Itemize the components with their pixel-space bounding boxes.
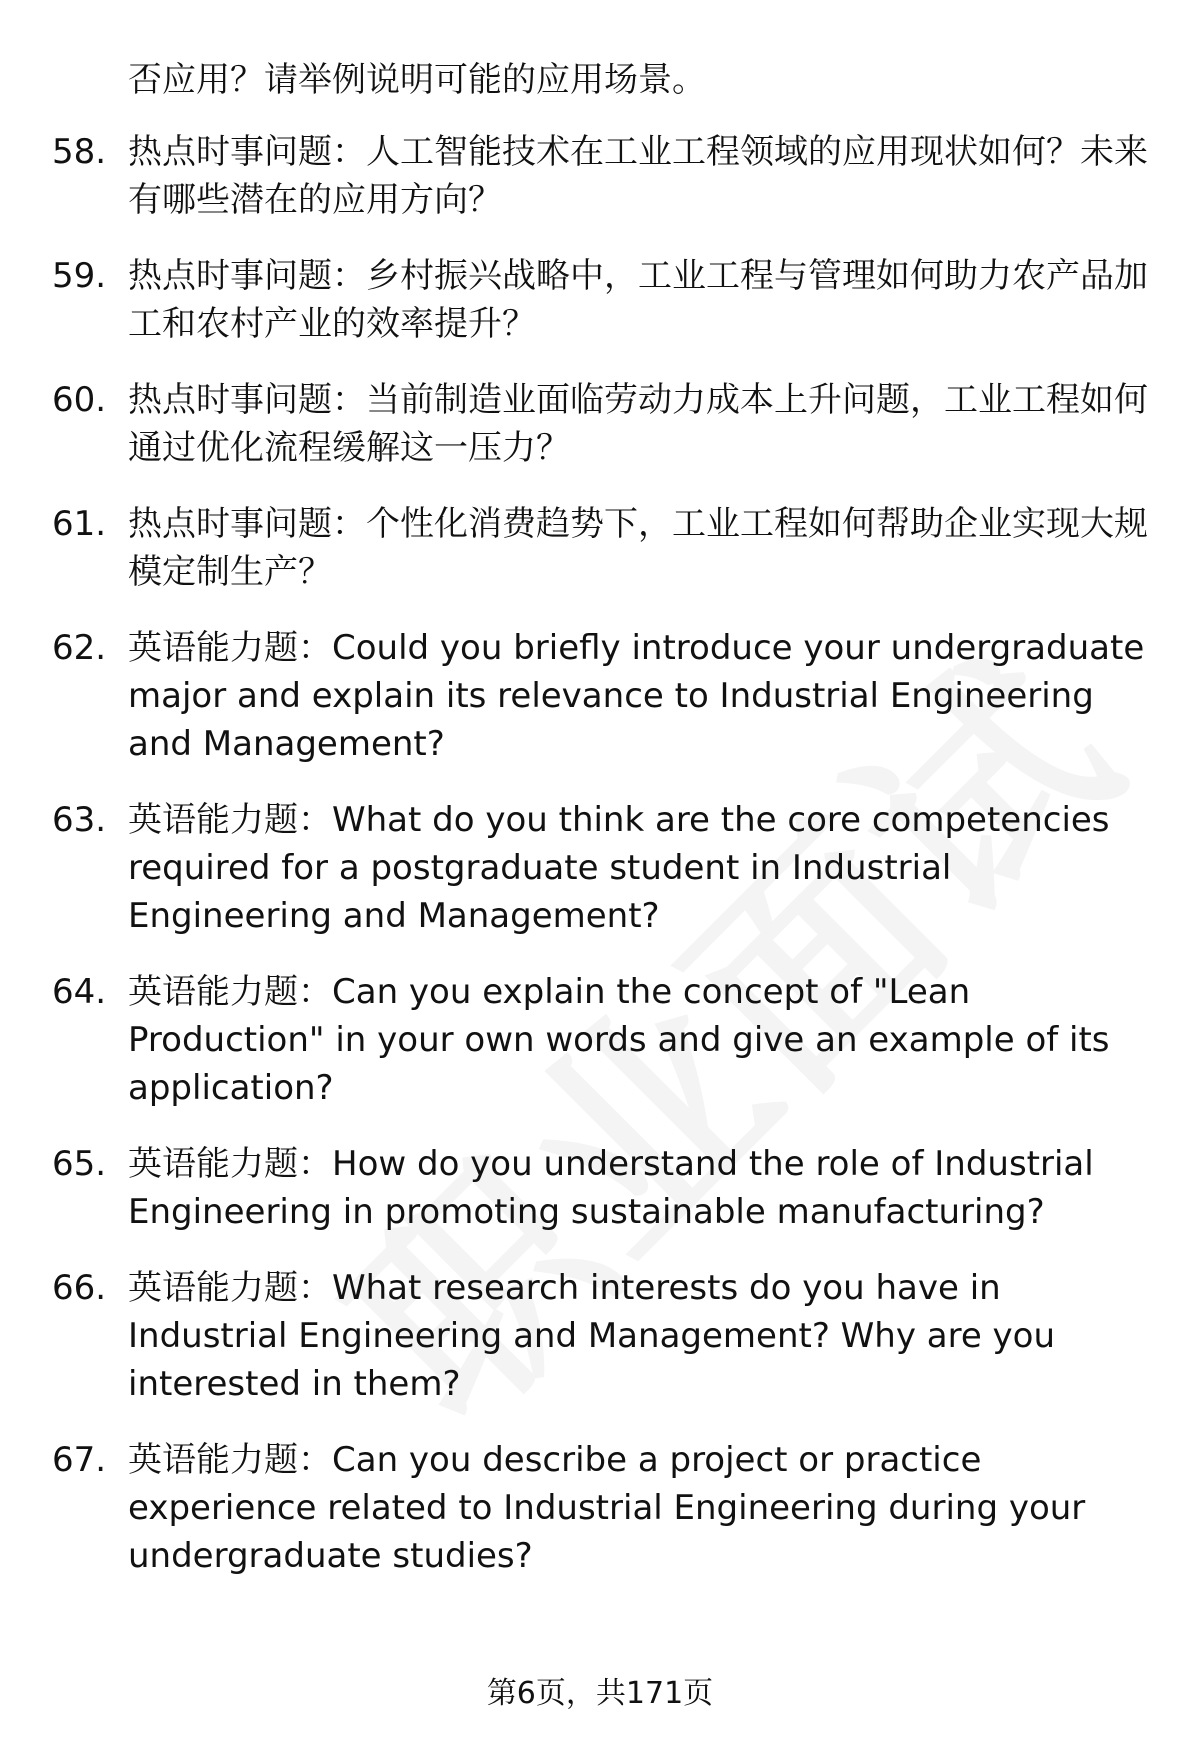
question-number: 63. bbox=[52, 800, 107, 840]
question-item bbox=[0, 1264, 1200, 1408]
question-number: 64. bbox=[52, 972, 107, 1012]
question-item bbox=[0, 252, 1200, 348]
continued-question-text: 否应用？请举例说明可能的应用场景。 bbox=[128, 60, 706, 100]
question-number: 62. bbox=[52, 628, 107, 668]
question-list bbox=[0, 128, 1200, 1608]
question-item bbox=[0, 1436, 1200, 1580]
question-number: 61. bbox=[52, 504, 107, 544]
question-item bbox=[0, 376, 1200, 472]
question-text: 热点时事问题：个性化消费趋势下，工业工程如何帮助企业实现大规模定制生产？ bbox=[128, 504, 1148, 592]
question-text: 热点时事问题：乡村振兴战略中，工业工程与管理如何助力农产品加工和农村产业的效率提升？ bbox=[128, 256, 1148, 344]
question-number: 65. bbox=[52, 1144, 107, 1184]
question-text: 英语能力题：What research interests do you have in Industrial Engineering and Management? Why are you interested in them? bbox=[128, 1268, 1056, 1404]
question-item bbox=[0, 796, 1200, 940]
question-number: 67. bbox=[52, 1440, 107, 1480]
question-text: 热点时事问题：当前制造业面临劳动力成本上升问题，工业工程如何通过优化流程缓解这一压力？ bbox=[128, 380, 1148, 468]
question-text: 英语能力题：Could you briefly introduce your undergraduate major and explain its relevance to Industrial Engineering and Management? bbox=[128, 628, 1145, 764]
question-number: 66. bbox=[52, 1268, 107, 1308]
question-item bbox=[0, 968, 1200, 1112]
question-item bbox=[0, 500, 1200, 596]
question-item bbox=[0, 1140, 1200, 1236]
question-number: 60. bbox=[52, 380, 107, 420]
page-footer: 第6页，共171页 bbox=[486, 1676, 714, 1711]
question-number: 59. bbox=[52, 256, 107, 296]
question-text: 英语能力题：Can you describe a project or practice experience related to Industrial Engineering during your undergraduate studies? bbox=[128, 1440, 1086, 1576]
question-text: 英语能力题：How do you understand the role of Industrial Engineering in promoting sustainable manufacturing? bbox=[128, 1144, 1094, 1232]
question-text: 热点时事问题：人工智能技术在工业工程领域的应用现状如何？未来有哪些潜在的应用方向？ bbox=[128, 132, 1148, 220]
question-number: 58. bbox=[52, 132, 107, 172]
question-item bbox=[0, 624, 1200, 768]
question-text: 英语能力题：Can you explain the concept of "Lean Production" in your own words and give an example of its application? bbox=[128, 972, 1110, 1108]
question-text: 英语能力题：What do you think are the core competencies required for a postgraduate student in Industrial Engineering and Management? bbox=[128, 800, 1110, 936]
question-item bbox=[0, 128, 1200, 224]
